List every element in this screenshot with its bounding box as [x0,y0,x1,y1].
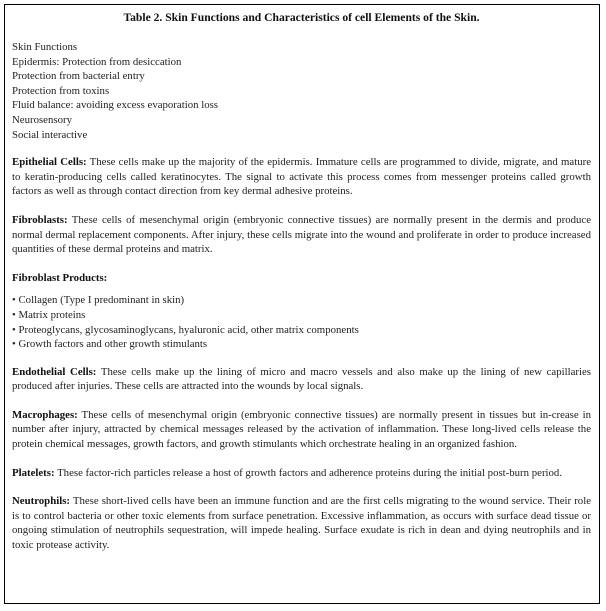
function-item: Protection from toxins [12,84,110,97]
fibroblast-products-heading: Fibroblast Products: [12,271,108,284]
neutrophils-section [12,494,591,552]
fibroblast-products-list [12,293,591,351]
list-item: • Matrix proteins [12,308,86,321]
fibroblasts-section [12,213,591,257]
fibroblasts-text: These cells of mesenchymal origin (embryonic connective tissues) are normally present in the dermis and produce normal dermal replacement components. After injury, these cells migrate into the wound and proliferate in order to produce increased quantities of these dermal proteins and matrix. [12,213,591,256]
platelets-heading: Platelets: [12,466,55,479]
function-item: Fluid balance: avoiding excess evaporation loss [12,99,218,112]
neutrophils-heading: Neutrophils: [12,495,70,508]
epithelial-cells-section [12,155,591,199]
macrophages-section [12,408,591,452]
function-item: Neurosensory [12,113,72,126]
skin-functions-list [12,40,591,142]
macrophages-text: These cells of mesenchymal origin (embryonic connective tissues) are normally present in tissues but in-crease in number after injury, attracted by chemical messages released by the activation of inflammation. These long-lived cells release the protein chemical messages, growth factors, and growth stimulants which orchestrate healing in an organized fashion. [12,408,591,451]
function-item: Protection from bacterial entry [12,70,145,83]
function-item: Epidermis: Protection from desiccation [12,55,182,68]
list-item: • Collagen (Type I predominant in skin) [12,294,185,307]
macrophages-heading: Macrophages: [12,408,78,421]
neutrophils-text: These short-lived cells have been an immune function and are the first cells migrating to the wound service. Their role is to control bacteria or other toxic elements from surface penetration. Excessive inflammation, as occurs with surface dead tissue or ongoing stimulation of neutrophils sequestration, will impede healing. Surface exudate is rich in dean and dying neutrophils and in toxic protease activity. [12,495,591,552]
platelets-section [12,466,591,481]
endothelial-cells-text: These cells make up the lining of micro and macro vessels and also make up the lining of new capillaries produced after injuries. These cells are attracted into the wounds by local signals. [12,365,591,393]
list-item: • Growth factors and other growth stimulants [12,338,208,351]
function-item: Social interactive [12,128,88,141]
endothelial-cells-heading: Endothelial Cells: [12,365,97,378]
epithelial-cells-text: These cells make up the majority of the epidermis. Immature cells are programmed to divide, migrate, and mature to keratin-producing cells called keratinocytes. The signal to activate this process comes from messenger proteins called growth factors as well as through contact direction from key dermal adhesive proteins. [12,156,591,198]
endothelial-cells-section [12,365,591,394]
epithelial-cells-heading: Epithelial Cells: [12,156,87,169]
skin-functions-table [4,4,600,604]
platelets-text: These factor-rich particles release a host of growth factors and adherence proteins during the initial post-burn period. [54,466,563,479]
fibroblasts-heading: Fibroblasts: [12,213,68,226]
skin-functions-heading: Skin Functions [12,41,78,53]
list-item: • Proteoglycans, glycosaminoglycans, hyaluronic acid, other matrix components [12,323,359,336]
table-caption: Table 2. Skin Functions and Characteristics of cell Elements of the Skin. [123,11,480,24]
